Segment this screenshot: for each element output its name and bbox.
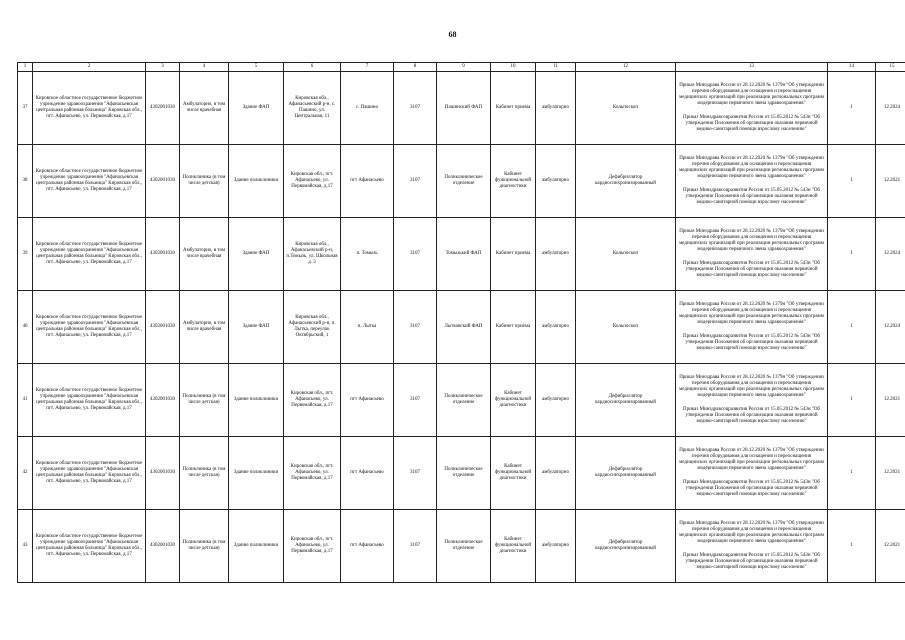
locality-cell: пгт Афанасьево (341, 364, 394, 437)
order-text-1379n: Приказ Минздрава России от 28.12.2020 № 1379н "Об утверждении перечня оборудования для оснащения и переоснащения медицинских организаций при реализации региональных программ модернизации первичного звена здравоохранения" (679, 229, 824, 253)
table-row (18, 145, 905, 218)
column-number: 15 (876, 63, 905, 72)
column-number: 7 (341, 63, 394, 72)
row-number: 43 (18, 510, 33, 583)
code-cell: 4302001030 (146, 72, 180, 145)
column-number: 10 (491, 63, 536, 72)
address-cell: Кировская обл., пгт. Афанасьево, ул. Первомайская, д.17 (284, 145, 341, 218)
code-3107-cell: 3107 (394, 291, 437, 364)
address-cell: Кировская обл., Афанасьевский р-н, с. Пашино, ул. Центральная, 11 (284, 72, 341, 145)
organization-cell: Кировское областное государственное бюджетное учреждение здравоохранения "Афанасьевская центральная районная больница" Кировская обл., пгт. Афанасьево, ул. Первомайская, д.17 (33, 291, 146, 364)
organization-cell: Кировское областное государственное бюджетное учреждение здравоохранения "Афанасьевская центральная районная больница" Кировская обл., пгт. Афанасьево, ул. Первомайская, д.17 (33, 364, 146, 437)
code-cell: 4302001030 (146, 218, 180, 291)
organization-cell: Кировское областное государственное бюджетное учреждение здравоохранения "Афанасьевская центральная районная больница" Кировская обл., пгт. Афанасьево, ул. Первомайская, д.17 (33, 218, 146, 291)
equipment-cell: Кольпоскоп (576, 291, 676, 364)
quantity-cell: 1 (828, 291, 876, 364)
equipment-table (17, 62, 905, 583)
order-text-1379n: Приказ Минздрава России от 28.12.2020 № 1379н "Об утверждении перечня оборудования для оснащения и переоснащения медицинских организаций при реализации региональных программ модернизации первичного звена здравоохранения" (679, 302, 824, 326)
locality-cell: пгт Афанасьево (341, 510, 394, 583)
column-number: 3 (146, 63, 180, 72)
locality-cell: пгт Афанасьево (341, 437, 394, 510)
order-text-543n: Приказ Минздравсоцразвития России от 15.05.2012 № 543н "Об утверждении Положения об организации оказания первичной медико-санитарной помощи взрослому населению" (683, 114, 820, 132)
organization-cell: Кировское областное государственное бюджетное учреждение здравоохранения "Афанасьевская центральная районная больница" Кировская обл., пгт. Афанасьево, ул. Первомайская, д.17 (33, 145, 146, 218)
column-number: 14 (828, 63, 876, 72)
unit-cell: Поликлиническое отделение (437, 364, 491, 437)
address-cell: Кировская обл., пгт. Афанасьево, ул. Первомайская, д.17 (284, 510, 341, 583)
locality-cell: с. Пашино (341, 72, 394, 145)
unit-cell: Томызький ФАП (437, 218, 491, 291)
locality-cell: пгт Афанасьево (341, 145, 394, 218)
code-3107-cell: 3107 (394, 218, 437, 291)
equipment-cell: Дефибриллятор кардиосинхронизированный (576, 364, 676, 437)
table-row (18, 291, 905, 364)
date-cell: 12.2024 (876, 72, 905, 145)
order-text-543n: Приказ Минздравсоцразвития России от 15.05.2012 № 543н "Об утверждении Положения об организации оказания первичной медико-санитарной помощи взрослому населению" (683, 552, 820, 570)
equipment-cell: Дефибриллятор кардиосинхронизированный (576, 145, 676, 218)
quantity-cell: 1 (828, 218, 876, 291)
code-3107-cell: 3107 (394, 510, 437, 583)
building-cell: Здание поликлиники (229, 510, 284, 583)
building-cell: Здание ФАП (229, 291, 284, 364)
date-cell: 12.2021 (876, 510, 905, 583)
address-cell: Кировская обл., пгт. Афанасьево, ул. Первомайская, д.17 (284, 437, 341, 510)
table-row (18, 437, 905, 510)
mode-cell: амбулаторно (536, 218, 576, 291)
table-row (18, 510, 905, 583)
unit-cell: Поликлиническое отделение (437, 145, 491, 218)
quantity-cell: 1 (828, 72, 876, 145)
mode-cell: амбулаторно (536, 291, 576, 364)
code-cell: 4302001030 (146, 437, 180, 510)
column-number: 2 (33, 63, 146, 72)
code-3107-cell: 3107 (394, 437, 437, 510)
mode-cell: амбулаторно (536, 510, 576, 583)
order-text-1379n: Приказ Минздрава России от 28.12.2020 № 1379н "Об утверждении перечня оборудования для оснащения и переоснащения медицинских организаций при реализации региональных программ модернизации первичного звена здравоохранения" (679, 448, 824, 472)
order-cell (676, 72, 828, 145)
address-cell: Кировская обл., Афанасьевский р-н, п. Лытка, переулок Октябрьский, 1 (284, 291, 341, 364)
equipment-cell: Дефибриллятор кардиосинхронизированный (576, 437, 676, 510)
order-text-543n: Приказ Минздравсоцразвития России от 15.05.2012 № 543н "Об утверждении Положения об организации оказания первичной медико-санитарной помощи взрослому населению" (683, 187, 820, 205)
order-text-1379n: Приказ Минздрава России от 28.12.2020 № 1379н "Об утверждении перечня оборудования для оснащения и переоснащения медицинских организаций при реализации региональных программ модернизации первичного звена здравоохранения" (679, 156, 824, 180)
unit-cell: Лытковский ФАП (437, 291, 491, 364)
order-text-543n: Приказ Минздравсоцразвития России от 15.05.2012 № 543н "Об утверждении Положения об организации оказания первичной медико-санитарной помощи взрослому населению" (683, 479, 820, 497)
unit-cell: Поликлиническое отделение (437, 510, 491, 583)
quantity-cell: 1 (828, 145, 876, 218)
order-cell (676, 145, 828, 218)
organization-cell: Кировское областное государственное бюджетное учреждение здравоохранения "Афанасьевская центральная районная больница" Кировская обл., пгт. Афанасьево, ул. Первомайская, д.17 (33, 437, 146, 510)
order-text-543n: Приказ Минздравсоцразвития России от 15.05.2012 № 543н "Об утверждении Положения об организации оказания первичной медико-санитарной помощи взрослому населению" (683, 260, 820, 278)
address-cell: Кировская обл., пгт. Афанасьево, ул. Первомайская, д.17 (284, 364, 341, 437)
code-3107-cell: 3107 (394, 145, 437, 218)
unit-cell: Пашинский ФАП (437, 72, 491, 145)
date-cell: 12.2021 (876, 145, 905, 218)
order-text-1379n: Приказ Минздрава России от 28.12.2020 № 1379н "Об утверждении перечня оборудования для оснащения и переоснащения медицинских организаций при реализации региональных программ модернизации первичного звена здравоохранения" (679, 83, 824, 107)
order-text-1379n: Приказ Минздрава России от 28.12.2020 № 1379н "Об утверждении перечня оборудования для оснащения и переоснащения медицинских организаций при реализации региональных программ модернизации первичного звена здравоохранения" (679, 521, 824, 545)
building-cell: Здание поликлиники (229, 364, 284, 437)
code-cell: 4302001030 (146, 364, 180, 437)
quantity-cell: 1 (828, 364, 876, 437)
care-type-cell: Амбулаторно, в том числе врачебная (180, 291, 229, 364)
locality-cell: п. Томызь (341, 218, 394, 291)
code-cell: 4302001030 (146, 145, 180, 218)
room-cell: Кабинет функциональной диагностики (491, 510, 536, 583)
equipment-cell: Дефибриллятор кардиосинхронизированный (576, 510, 676, 583)
order-text-1379n: Приказ Минздрава России от 28.12.2020 № 1379н "Об утверждении перечня оборудования для оснащения и переоснащения медицинских организаций при реализации региональных программ модернизации первичного звена здравоохранения" (679, 375, 824, 399)
room-cell: Кабинет функциональной диагностики (491, 364, 536, 437)
order-cell (676, 218, 828, 291)
row-number: 40 (18, 291, 33, 364)
care-type-cell: Амбулаторно, в том числе врачебная (180, 72, 229, 145)
date-cell: 12.2024 (876, 218, 905, 291)
column-number: 9 (437, 63, 491, 72)
page-number: 68 (448, 30, 457, 39)
building-cell: Здание поликлиники (229, 437, 284, 510)
order-cell (676, 364, 828, 437)
column-number: 4 (180, 63, 229, 72)
care-type-cell: Амбулаторно, в том числе врачебная (180, 218, 229, 291)
room-cell: Кабинет функциональной диагностики (491, 145, 536, 218)
column-number: 8 (394, 63, 437, 72)
row-number: 42 (18, 437, 33, 510)
row-number: 39 (18, 218, 33, 291)
order-text-543n: Приказ Минздравсоцразвития России от 15.05.2012 № 543н "Об утверждении Положения об организации оказания первичной медико-санитарной помощи взрослому населению" (683, 333, 820, 351)
room-cell: Кабинет функциональной диагностики (491, 437, 536, 510)
locality-cell: п. Лытка (341, 291, 394, 364)
organization-cell: Кировское областное государственное бюджетное учреждение здравоохранения "Афанасьевская центральная районная больница" Кировская обл., пгт. Афанасьево, ул. Первомайская, д.17 (33, 510, 146, 583)
row-number: 37 (18, 72, 33, 145)
building-cell: Здание ФАП (229, 72, 284, 145)
table-row (18, 364, 905, 437)
mode-cell: амбулаторно (536, 145, 576, 218)
code-3107-cell: 3107 (394, 364, 437, 437)
order-cell (676, 291, 828, 364)
organization-cell: Кировское областное государственное бюджетное учреждение здравоохранения "Афанасьевская центральная районная больница" Кировская обл., пгт. Афанасьево, ул. Первомайская, д.17 (33, 72, 146, 145)
date-cell: 12.2021 (876, 364, 905, 437)
care-type-cell: Поликлиника (в том числе детская) (180, 364, 229, 437)
order-cell (676, 510, 828, 583)
quantity-cell: 1 (828, 510, 876, 583)
column-number: 1 (18, 63, 33, 72)
date-cell: 12.2021 (876, 437, 905, 510)
address-cell: Кировская обл., Афанасьевский р-н, п.Томызь, ул. Школьная д. 3 (284, 218, 341, 291)
order-cell (676, 437, 828, 510)
table-row (18, 218, 905, 291)
room-cell: Кабинет приема (491, 72, 536, 145)
equipment-cell: Кольпоскоп (576, 72, 676, 145)
mode-cell: амбулаторно (536, 437, 576, 510)
code-cell: 4302001030 (146, 291, 180, 364)
column-number: 6 (284, 63, 341, 72)
column-number: 13 (676, 63, 828, 72)
mode-cell: амбулаторно (536, 364, 576, 437)
mode-cell: амбулаторно (536, 72, 576, 145)
care-type-cell: Поликлиника (в том числе детская) (180, 145, 229, 218)
building-cell: Здание поликлиники (229, 145, 284, 218)
quantity-cell: 1 (828, 437, 876, 510)
column-number: 12 (576, 63, 676, 72)
room-cell: Кабинет приема (491, 218, 536, 291)
code-cell: 4302001030 (146, 510, 180, 583)
row-number: 41 (18, 364, 33, 437)
column-number: 5 (229, 63, 284, 72)
column-number: 11 (536, 63, 576, 72)
column-number-row (18, 63, 905, 72)
code-3107-cell: 3107 (394, 72, 437, 145)
building-cell: Здание ФАП (229, 218, 284, 291)
care-type-cell: Поликлиника (в том числе детская) (180, 437, 229, 510)
unit-cell: Поликлиническое отделение (437, 437, 491, 510)
care-type-cell: Поликлиника (в том числе детская) (180, 510, 229, 583)
table-row (18, 72, 905, 145)
row-number: 38 (18, 145, 33, 218)
order-text-543n: Приказ Минздравсоцразвития России от 15.05.2012 № 543н "Об утверждении Положения об организации оказания первичной медико-санитарной помощи взрослому населению" (683, 406, 820, 424)
date-cell: 12.2024 (876, 291, 905, 364)
room-cell: Кабинет приема (491, 291, 536, 364)
equipment-cell: Кольпоскоп (576, 218, 676, 291)
